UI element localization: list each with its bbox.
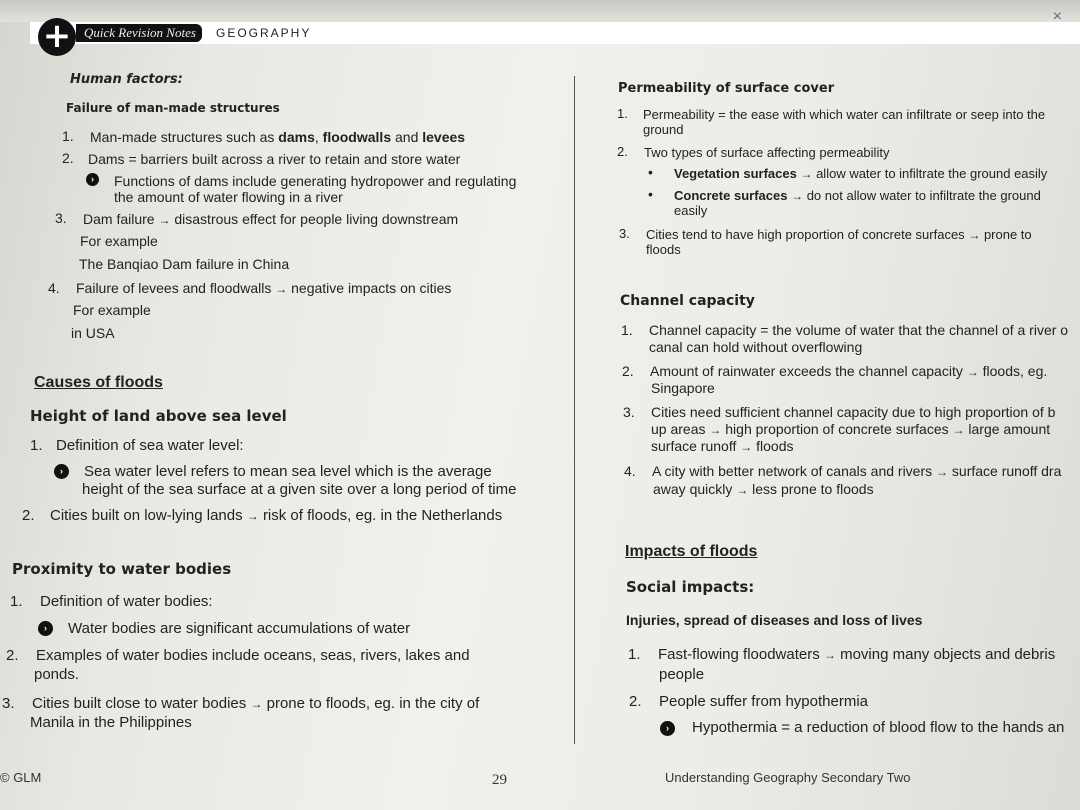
social-heading: Social impacts: [626,578,755,596]
sub-point: Water bodies are significant accumulations of water [68,620,411,637]
list-item: Cities built close to water bodies → prone to floods, eg. in the city of [32,695,480,712]
list-item: People suffer from hypothermia [659,693,868,710]
list-number: 2. [62,150,74,166]
list-number: 3. [623,404,635,420]
list-number: 1. [10,593,23,610]
list-number: 4. [48,280,60,296]
sub-point: Functions of dams include generating hydropower and regulating [114,173,517,189]
example-text: The Banqiao Dam failure in China [79,256,290,272]
example-label: For example [80,233,158,249]
close-icon: × [1052,8,1062,25]
list-item: Cities need sufficient channel capacity due to high proportion of b [651,404,1056,420]
list-item: Definition of sea water level: [56,437,244,454]
page-number: 29 [492,772,507,788]
list-item-continued: ground [643,122,684,137]
bullet-dot: • [648,164,653,180]
list-item-continued: Singapore [651,380,715,396]
list-number: 1. [30,437,43,454]
list-item: Examples of water bodies include oceans, seas, rivers, lakes and [36,647,470,664]
list-number: 2. [6,647,19,664]
footer-title: Understanding Geography Secondary Two [665,770,911,785]
list-number: 1. [628,646,641,663]
list-item-continued: up areas → high proportion of concrete surfaces → large amount [651,421,1051,437]
plus-icon: + [38,18,76,56]
list-number: 4. [624,463,636,479]
sub-point: Concrete surfaces → do not allow water to infiltrate the ground [674,188,1041,203]
sub-point-continued: height of the sea surface at a given site over a long period of time [82,481,517,498]
list-item-continued: floods [646,242,681,257]
proximity-heading: Proximity to water bodies [12,560,232,578]
subject-label: GEOGRAPHY [216,26,312,40]
example-label: For example [73,302,151,318]
list-number: 2. [622,363,634,379]
list-item: Definition of water bodies: [40,593,213,610]
list-item-continued: surface runoff → floods [651,438,794,454]
list-item-continued: Manila in the Philippines [30,714,192,731]
top-edge [0,0,1080,22]
list-item: Permeability = the ease with which water can infiltrate or seep into the [643,107,1046,122]
chevron-right-icon: › [660,721,675,736]
list-item-continued: away quickly → less prone to floods [653,481,874,497]
series-label: Quick Revision Notes [76,24,202,42]
list-number: 2. [617,144,628,159]
list-number: 3. [2,695,15,712]
list-item: Amount of rainwater exceeds the channel capacity → floods, eg. [650,363,1048,379]
failure-heading: Failure of man-made structures [66,101,280,115]
impacts-heading: Impacts of floods [625,543,758,560]
sub-point: Sea water level refers to mean sea level which is the average [84,463,492,480]
injuries-heading: Injuries, spread of diseases and loss of lives [626,612,923,628]
list-number: 3. [55,210,67,226]
list-item: Channel capacity = the volume of water that the channel of a river o [649,322,1069,338]
list-number: 2. [629,693,642,710]
list-item: Cities tend to have high proportion of concrete surfaces → prone to [646,227,1032,242]
channel-heading: Channel capacity [620,293,755,309]
list-item: Failure of levees and floodwalls → negative impacts on cities [76,280,452,296]
list-item: Dam failure → disastrous effect for people living downstream [83,211,459,227]
column-divider [574,76,575,744]
list-item-continued: people [659,666,705,683]
list-number: 1. [621,322,633,338]
causes-heading: Causes of floods [34,374,163,391]
permeability-heading: Permeability of surface cover [618,81,835,96]
height-heading: Height of land above sea level [30,407,287,425]
list-item: Cities built on low-lying lands → risk of floods, eg. in the Netherlands [50,507,503,524]
list-item: A city with better network of canals and rivers → surface runoff dra [652,463,1062,479]
list-item: Dams = barriers built across a river to retain and store water [88,151,461,167]
list-number: 2. [22,507,35,524]
list-item-continued: canal can hold without overflowing [649,339,863,355]
list-number: 1. [62,128,74,144]
list-number: 1. [617,106,628,121]
chevron-right-icon: › [54,464,69,479]
list-item: Fast-flowing floodwaters → moving many objects and debris [658,646,1056,663]
sub-point: Hypothermia = a reduction of blood flow to the hands an [692,719,1065,736]
sub-point-continued: easily [674,203,708,218]
sub-point: Vegetation surfaces → allow water to infiltrate the ground easily [674,166,1048,181]
human-factors-heading: Human factors: [70,72,183,87]
list-item-continued: ponds. [34,666,80,683]
chevron-right-icon: › [38,621,53,636]
example-text: in USA [71,325,115,341]
list-number: 3. [619,226,630,241]
list-item: Two types of surface affecting permeability [644,145,890,160]
footer-publisher: © GLM [0,770,42,785]
list-item: Man-made structures such as dams, floodwalls and levees [90,129,466,145]
chevron-right-icon: › [86,173,99,186]
bullet-dot: • [648,186,653,202]
sub-point-continued: the amount of water flowing in a river [114,189,343,205]
